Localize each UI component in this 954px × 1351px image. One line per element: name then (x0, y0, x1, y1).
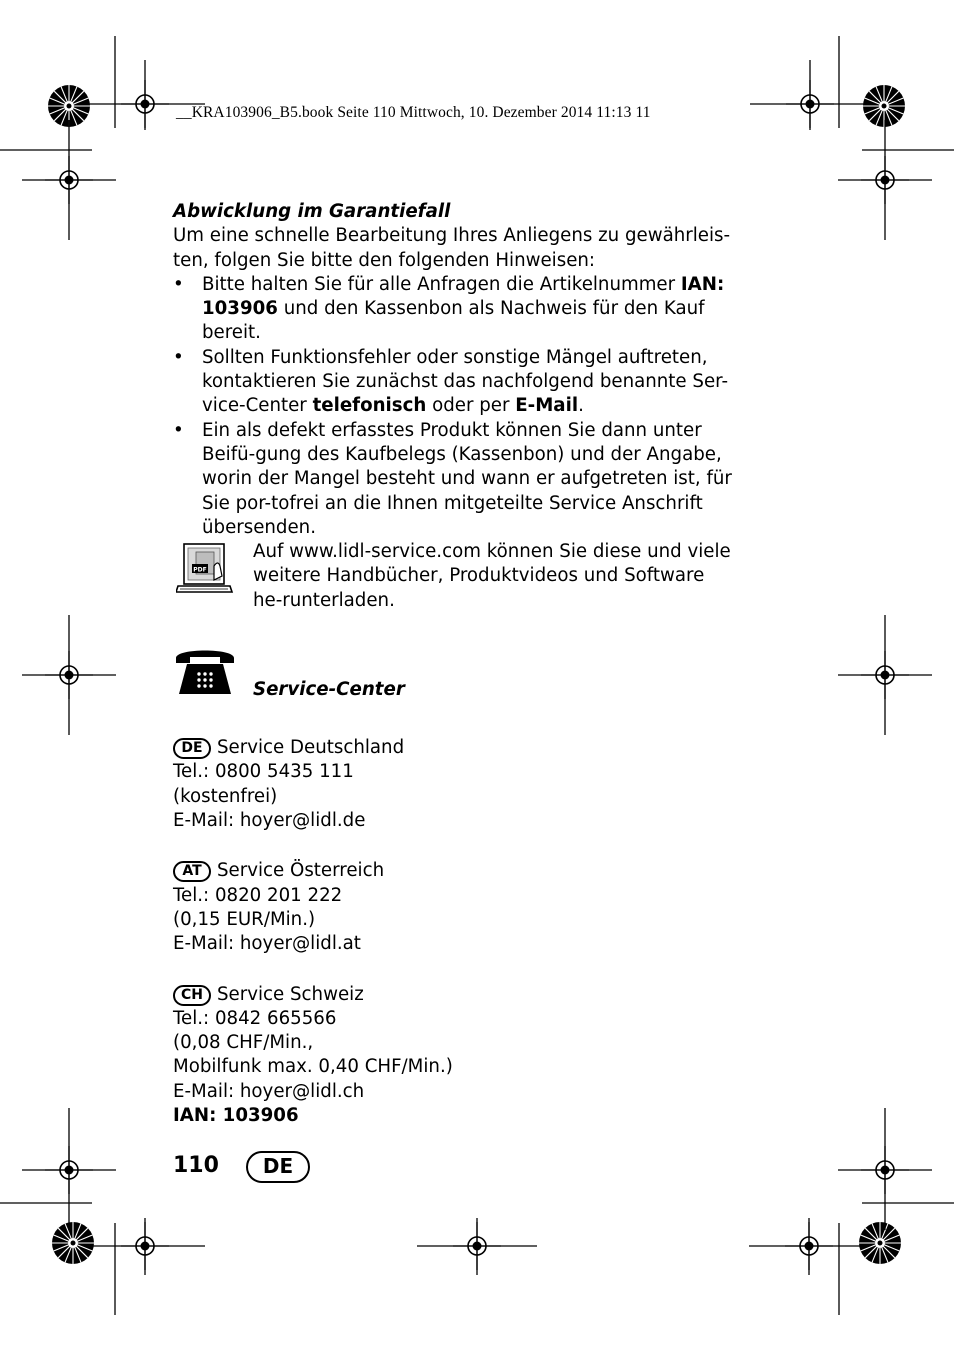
email-address: E-Mail: hoyer@lidl.ch (173, 1080, 365, 1102)
service-austria (173, 859, 733, 956)
ian-footer: IAN: 103906 (173, 1105, 299, 1127)
phone-number: Tel.: 0842 665566 (173, 1007, 337, 1029)
warranty-intro: Um eine schnelle Bearbeitung Ihres Anliegens zu gewährleis-ten, folgen Sie bitte den folgenden Hinweisen: (173, 225, 731, 271)
email-address: E-Mail: hoyer@lidl.de (173, 810, 366, 832)
phone-number: Tel.: 0800 5435 111 (173, 761, 354, 783)
country-service-name: Service Deutschland (217, 737, 405, 759)
list-item: • Sollten Funktionsfehler oder sonstige Mängel auftreten, kontaktieren Sie zunächst das nachfolgend benannte Ser-vice-Center telefonisch oder per E-Mail. (173, 346, 733, 419)
service-center-title: Service-Center (253, 679, 405, 701)
page-number: 110 (173, 1153, 219, 1178)
service-germany (173, 736, 733, 833)
country-service-name: Service Österreich (217, 860, 385, 882)
call-cost-mobile: Mobilfunk max. 0,40 CHF/Min.) (173, 1056, 453, 1078)
phone-number: Tel.: 0820 201 222 (173, 884, 343, 906)
print-header: __KRA103906_B5.book Seite 110 Mittwoch, 10. Dezember 2014 11:13 11 (176, 104, 651, 121)
svg-text:PDF: PDF (193, 566, 207, 574)
language-badge: DE (246, 1151, 310, 1183)
email-address: E-Mail: hoyer@lidl.at (173, 933, 361, 955)
call-cost: (kostenfrei) (173, 785, 278, 807)
call-cost: (0,08 CHF/Min., (173, 1032, 314, 1054)
laptop-download-icon (176, 542, 234, 596)
service-switzerland (173, 983, 733, 1104)
list-item: • Bitte halten Sie für alle Anfragen die Artikelnummer IAN: 103906 und den Kassenbon als Nachweis für den Kauf bereit. (173, 273, 733, 346)
service-center-header (173, 644, 733, 710)
page-content (173, 200, 733, 1128)
call-cost: (0,15 EUR/Min.) (173, 908, 316, 930)
country-badge: AT (173, 861, 211, 882)
download-info (173, 540, 733, 614)
country-service-name: Service Schweiz (217, 983, 364, 1005)
country-badge: DE (173, 738, 211, 759)
ian-number: IAN: 103906 (202, 273, 725, 320)
download-text: Auf www.lidl-service.com können Sie diese und viele weitere Handbücher, Produktvideos und Software he-runterladen. (253, 541, 731, 611)
warranty-title: Abwicklung im Garantiefall (173, 201, 451, 222)
list-item: • Ein als defekt erfasstes Produkt können Sie dann unter Beifü-gung des Kaufbelegs (Kassenbon) und der Angabe, worin der Mangel besteht und wann er aufgetreten ist, für Sie por-tofrei an die Ihnen mitgeteilte Service Anschrift übersenden. (173, 419, 733, 540)
telephone-icon (173, 644, 237, 696)
country-badge: CH (173, 985, 211, 1006)
warranty-bullets (173, 273, 733, 540)
